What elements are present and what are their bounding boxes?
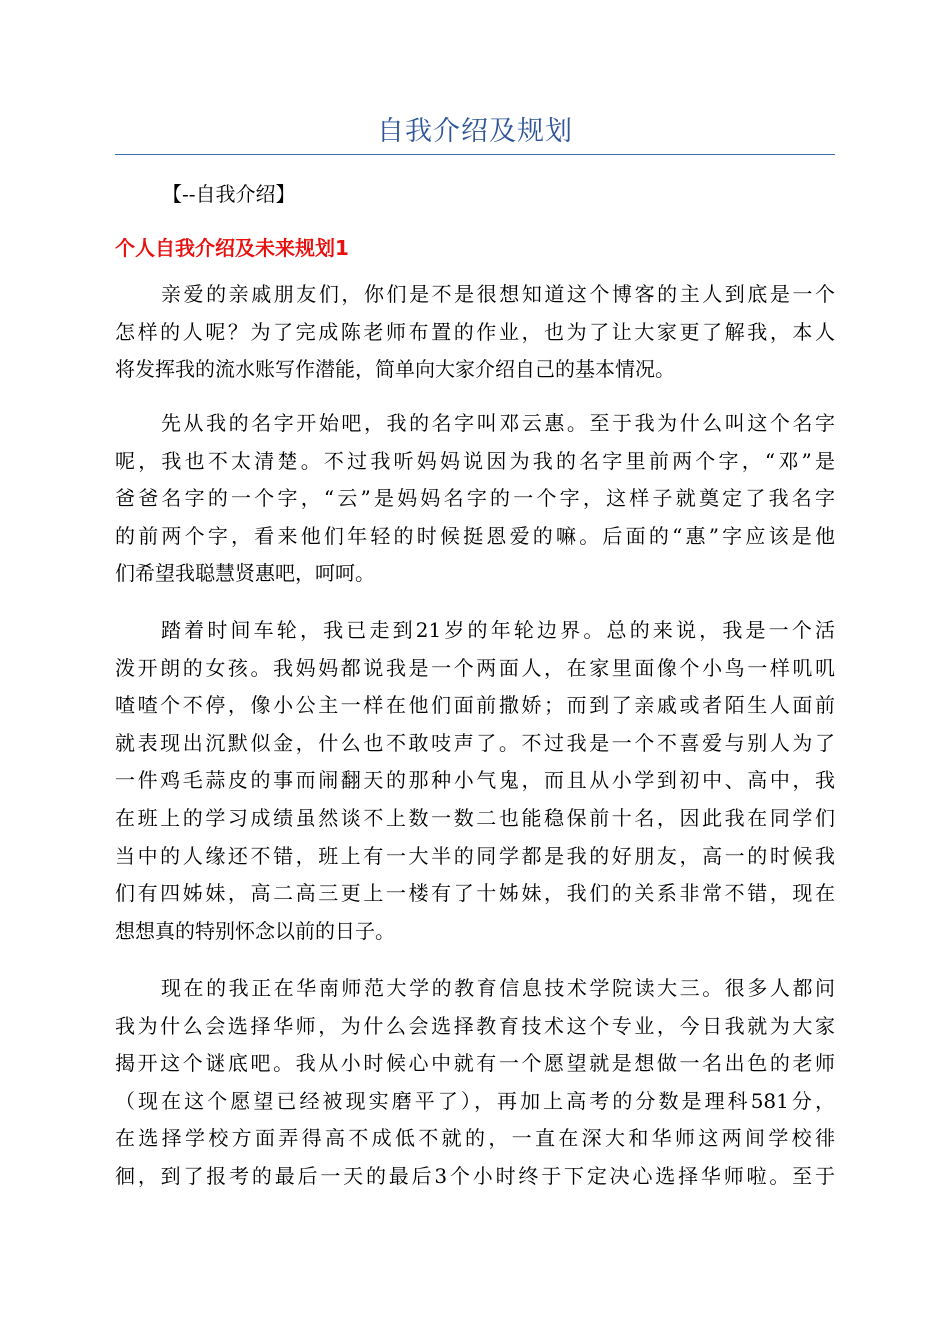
title-underline (115, 154, 835, 155)
paragraph-line: 将发挥我的流水账写作潜能，简单向大家介绍自己的基本情况。 (115, 357, 675, 382)
paragraph-line: 在班上的学习成绩虽然谈不上数一数二也能稳保前十名，因此我在同学们 (115, 805, 835, 830)
paragraph-line: 呢，我也不太清楚。不过我听妈妈说因为我的名字里前两个字，“邓”是 (115, 448, 835, 473)
paragraph-line: 当中的人缘还不错，班上有一大半的同学都是我的好朋友，高一的时候我 (115, 843, 835, 868)
paragraph-line: 们希望我聪慧贤惠吧，呵呵。 (115, 561, 375, 586)
paragraph-line: 在选择学校方面弄得高不成低不就的，一直在深大和华师这两间学校徘 (115, 1126, 835, 1151)
document-subtitle: 【--自我介绍】 (162, 182, 296, 206)
paragraph-line: 们有四姊妹，高二高三更上一楼有了十姊妹，我们的关系非常不错，现在 (115, 881, 835, 906)
paragraph-line: 我为什么会选择华师，为什么会选择教育技术这个专业，今日我就为大家 (115, 1013, 835, 1038)
paragraph-line: 怎样的人呢？为了完成陈老师布置的作业，也为了让大家更了解我，本人 (115, 319, 835, 344)
paragraph-line: 一件鸡毛蒜皮的事而闹翻天的那种小气鬼，而且从小学到初中、高中，我 (115, 768, 835, 793)
paragraph-line: （现在这个愿望已经被现实磨平了），再加上高考的分数是理科581分， (115, 1088, 835, 1113)
paragraph-line: 就表现出沉默似金，什么也不敢吱声了。不过我是一个不喜爱与别人为了 (115, 730, 835, 755)
paragraph-line: 泼开朗的女孩。我妈妈都说我是一个两面人，在家里面像个小鸟一样叽叽 (115, 655, 835, 680)
paragraph-line: 先从我的名字开始吧，我的名字叫邓云惠。至于我为什么叫这个名字 (161, 411, 835, 435)
paragraph-1 (115, 276, 835, 389)
paragraph-line: 揭开这个谜底吧。我从小时候心中就有一个愿望就是想做一名出色的老师 (115, 1051, 835, 1076)
paragraph-line: 亲爱的亲戚朋友们，你们是不是很想知道这个博客的主人到底是一个 (161, 282, 835, 306)
paragraph-line: 现在的我正在华南师范大学的教育信息技术学院读大三。很多人都问 (161, 976, 835, 1000)
document-title: 自我介绍及规划 (377, 116, 573, 147)
paragraph-line: 想想真的特别怀念以前的日子。 (115, 918, 395, 943)
section-heading: 个人自我介绍及未来规划1 (115, 236, 349, 260)
paragraph-2 (115, 405, 835, 593)
paragraph-line: 的前两个字，看来他们年轻的时候挺恩爱的嘛。后面的“惠”字应该是他 (115, 523, 835, 548)
paragraph-line: 徊，到了报考的最后一天的最后3个小时终于下定决心选择华师啦。至于 (115, 1163, 835, 1188)
paragraph-3 (115, 612, 835, 950)
paragraph-4 (115, 970, 835, 1196)
paragraph-line: 爸爸名字的一个字，“云”是妈妈名字的一个字，这样子就奠定了我名字 (115, 486, 835, 511)
paragraph-line: 踏着时间车轮，我已走到21岁的年轮边界。总的来说，我是一个活 (161, 618, 835, 642)
paragraph-line: 喳喳个不停，像小公主一样在他们面前撒娇；而到了亲戚或者陌生人面前 (115, 693, 835, 718)
